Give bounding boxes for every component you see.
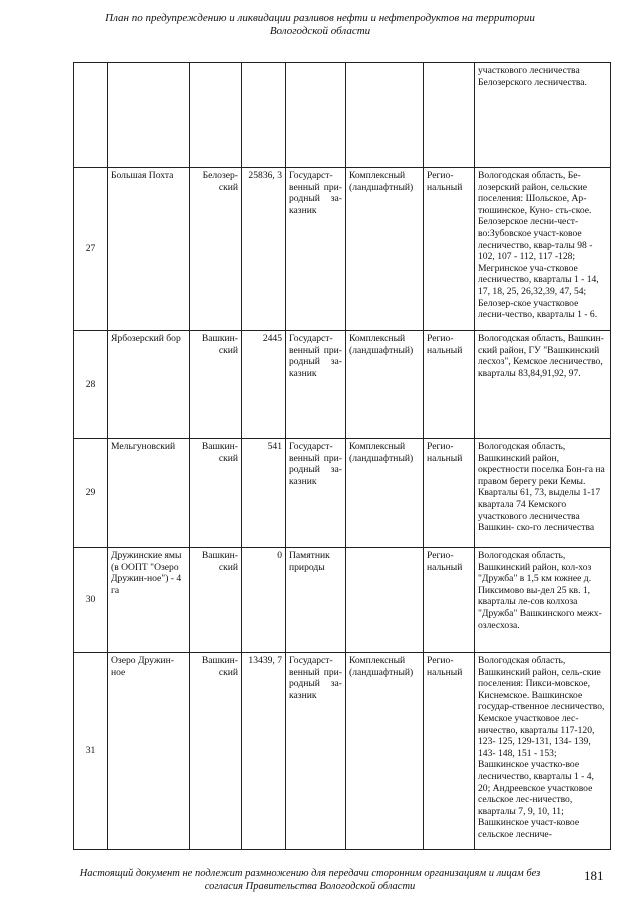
area-size-cell: 541 [242,439,286,548]
location-cell: Вологодская область, Вашкинский район, окрестности поселка Бон-га на правом берегу реки Кемы. Кварталы 61, 73, выделы 1-17 квартала 74 Кемского участкового лесничества Вашкин- ско-го лесничества [475,439,611,548]
protected-areas-table [73,62,611,850]
category-cell: Государст-венный при-родный за-казник [286,439,346,548]
location-cell: Вологодская область, Вашкинский район, сель-ские поселения: Пикси-мовское, Киснемское. Вашкинское государ-ственное лесничество, Кемское участковое лес-ничество, кварталы 117-120, 123- 125, 129-131, 134- 139, 143- 148, 151 - 153; Вашкинское участко-вое лесничество, кварталы 1 - 4, 20; Андреевское участковое сельское лес-ничество, кварталы 7, 9, 10, 11; Вашкинское участ-ковое сельское лесниче- [475,653,611,850]
area-size-cell: 13439, 7 [242,653,286,850]
significance-cell: Регио-нальный [424,653,475,850]
row-number: 31 [74,653,108,850]
table-row [74,168,611,331]
table-row [74,548,611,653]
area-name: Озеро Дружин-ное [108,653,190,850]
row-number: 27 [74,168,108,331]
area-name: Мельгуновский [108,439,190,548]
area-size-cell: 25836, 3 [242,168,286,331]
location-cell: Вологодская область, Бе-лозерский район, сельские поселения: Шольское, Ар-тюшинское, Куно- сть-ское. Белозерское лесни-чест- во:Зубовское участ-ковое лесничество, квар-талы 98 - 102, 107 - 112, 117 -128; Мегринское уча-стковое лесничество, кварталы 1 - 14, 17, 18, 25, 26,32,39, 47, 54; Белозер-ское участковое лесни-чество, кварталы 1 - 6. [475,168,611,331]
row-number: 30 [74,548,108,653]
row-number: 28 [74,331,108,439]
profile-cell: Комплексный (ландшафтный) [346,653,424,850]
significance-cell: Регио-нальный [424,439,475,548]
table-row [74,653,611,850]
significance-cell: Регио-нальный [424,331,475,439]
table-row [74,439,611,548]
header-line-2: Вологодской области [269,25,371,37]
area-name: Большая Похта [108,168,190,331]
table-row [74,331,611,439]
row-number: 29 [74,439,108,548]
category-cell: Государст-венный при-родный за-казник [286,653,346,850]
table-row-continuation [74,63,611,168]
area-name: Ярбозерский бор [108,331,190,439]
district-cell: Вашкин-ский [190,331,242,439]
profile-cell [346,548,424,653]
header-line-1: План по предупреждению и ликвидации разливов нефти и нефтепродуктов на территории [105,12,535,24]
area-size-cell: 0 [242,548,286,653]
district-cell: Вашкин-ский [190,653,242,850]
category-cell: Памятник природы [286,548,346,653]
profile-cell: Комплексный (ландшафтный) [346,168,424,331]
significance-cell: Регио-нальный [424,548,475,653]
category-cell: Государст-венный при-родный за-казник [286,168,346,331]
location-cell: участкового лесничества Белозерского лесничества. [475,63,611,168]
district-cell: Белозер-ский [190,168,242,331]
profile-cell: Комплексный (ландшафтный) [346,439,424,548]
district-cell: Вашкин-ский [190,548,242,653]
district-cell: Вашкин-ский [190,439,242,548]
significance-cell: Регио-нальный [424,168,475,331]
page-number: 181 [584,868,604,883]
footer-line-2: согласия Правительства Вологодской области [204,881,416,892]
category-cell: Государст-венный при-родный за-казник [286,331,346,439]
profile-cell: Комплексный (ландшафтный) [346,331,424,439]
location-cell: Вологодская область, Вашкинский район, кол-хоз "Дружба" в 1,5 км южнее д. Пиксимово вы-дел 25 кв. 1, кварталы ле-сов колхоза "Дружба" Вашкинского межх-озлесхоза. [475,548,611,653]
area-size-cell: 2445 [242,331,286,439]
document-header [0,12,640,38]
footer-line-1: Настоящий документ не подлежит размножению для передачи сторонним организациям и лицам без [79,868,541,879]
location-cell: Вологодская область, Вашкин- ский район, ГУ "Вашкинский лесхоз", Кемское лесничество, кварталы 83,84,91,92, 97. [475,331,611,439]
area-name: Дружинские ямы (в ООПТ "Озеро Дружин-ное") - 4 га [108,548,190,653]
footer-notice [60,867,560,893]
